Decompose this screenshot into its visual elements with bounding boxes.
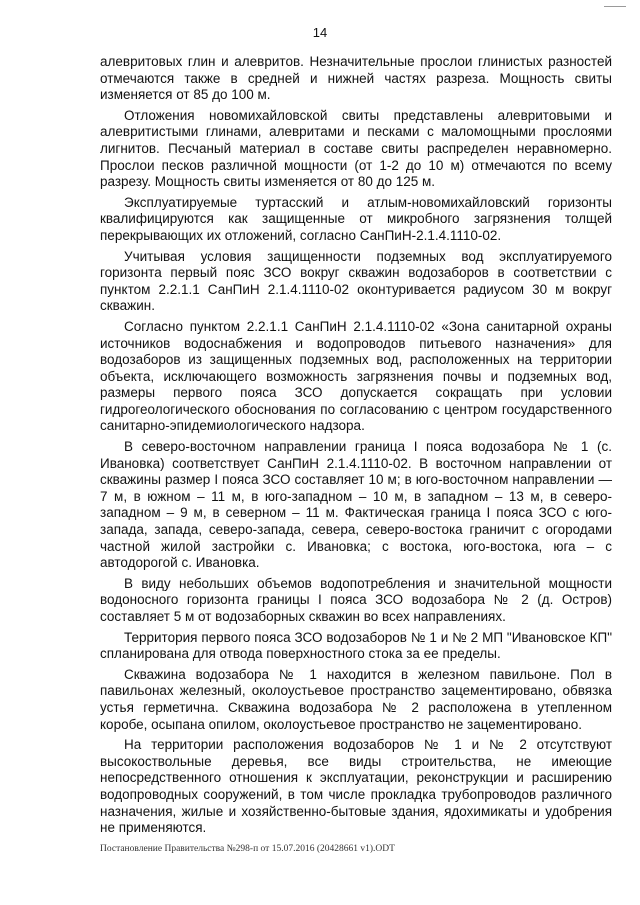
paragraph-1: алевритовых глин и алевритов. Незначительные прослои глинистых разностей отмечаются также в средней и нижней частях разреза. Мощность свиты изменяется от 85 до 100 м. — [100, 54, 612, 103]
paragraph-7: В виду небольших объемов водопотребления и значительной мощности водоносного горизонта границы I пояса ЗСО водозабора № 2 (д. Остров) составляет 5 м от водозаборных скважин во всех направлениях. — [100, 575, 612, 624]
paragraph-8: Территория первого пояса ЗСО водозаборов № 1 и № 2 МП "Ивановское КП" спланирована для отвода поверхностного стока за ее пределы. — [100, 629, 612, 662]
document-footer: Постановление Правительства №298-п от 15.07.2016 (20428661 v1).ODT — [100, 844, 395, 854]
paragraph-2: Отложения новомихайловской свиты представлены алевритовыми и алевритистыми глинами, алевритами и песками с маломощными прослоями лигнитов. Песчаный материал в составе свиты распределен неравномерно. Прослои песков различной мощности (от 1-2 до 10 м) отмечаются по всему разрезу. Мощность свиты изменяется от 80 до 125 м. — [100, 107, 612, 190]
page-number: 14 — [312, 25, 328, 40]
paragraph-4: Учитывая условия защищенности подземных вод эксплуатируемого горизонта первый пояс ЗСО вокруг скважин водозаборов в соответствии с пунктом 2.2.1.1 СанПиН 2.1.4.1110-02 оконтуривается радиусом 30 м вокруг скважин. — [100, 248, 612, 314]
paragraph-9: Скважина водозабора № 1 находится в железном павильоне. Пол в павильонах железный, околоустьевое пространство зацементировано, обвязка устья герметична. Скважина водозабора № 2 расположена в утепленном коробе, осыпана опилом, околоустьевое пространство не зацементировано. — [100, 666, 612, 732]
corner-mark — [604, 6, 626, 7]
paragraph-5: Согласно пунктом 2.2.1.1 СанПиН 2.1.4.1110-02 «Зона санитарной охраны источников водоснабжения и водопроводов питьевого назначения» для водозаборов из защищенных подземных вод, расположенных на территории объекта, исключающего возможность загрязнения почвы и подземных вод, размеры первого пояса ЗСО допускается сокращать при условии гидрогеологического обоснования по согласованию с центром государственного санитарно-эпидемиологического надзора. — [100, 318, 612, 434]
document-body — [100, 54, 612, 841]
paragraph-6: В северо-восточном направлении граница I пояса водозабора № 1 (с. Ивановка) соответствует СанПиН 2.1.4.1110-02. В восточном направлении от скважины размер I пояса ЗСО составляет 10 м; в юго-восточном направлении — 7 м, в южном – 11 м, в юго-западном – 10 м, в западном – 13 м, в северо-западном – 9 м, в северном – 11 м. Фактическая граница I пояса ЗСО с юго-запада, запада, северо-запада, севера, северо-востока граничит с огородами частной жилой застройки с. Ивановка; с востока, юго-востока, юга – с автодорогой с. Ивановка. — [100, 439, 612, 571]
paragraph-3: Эксплуатируемые туртасский и атлым-новомихайловский горизонты квалифицируются как защищенные от микробного загрязнения толщей перекрывающих их отложений, согласно СанПиН-2.1.4.1110-02. — [100, 194, 612, 243]
paragraph-10: На территории расположения водозаборов № 1 и № 2 отсутствуют высокоствольные деревья, все виды строительства, не имеющие непосредственного отношения к эксплуатации, реконструкции и расширению водопроводных сооружений, в том числе прокладка трубопроводов различного назначения, жилые и хозяйственно-бытовые здания, ядохимикаты и удобрения не применяются. — [100, 737, 612, 836]
